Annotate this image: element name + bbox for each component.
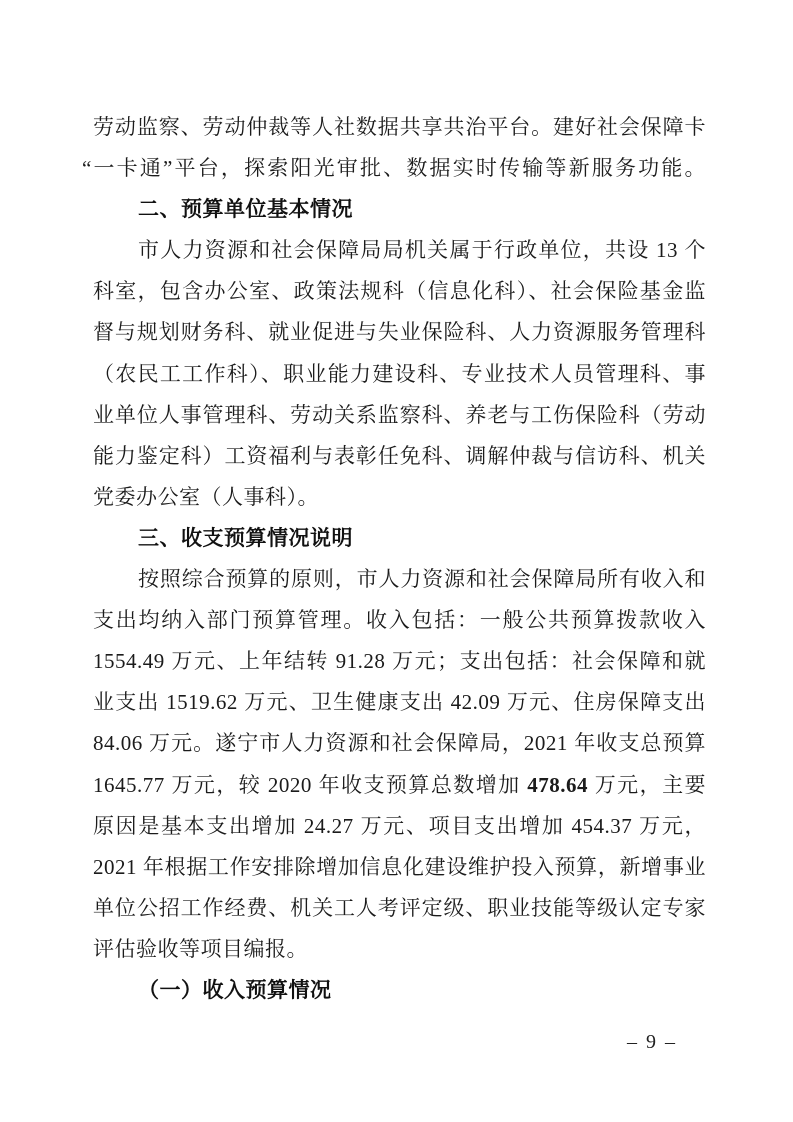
- highlighted-amount: 478.64: [527, 772, 589, 797]
- body-line: （农民工工作科）、职业能力建设科、专业技术人员管理科、事: [93, 361, 706, 386]
- body-line: 业单位人事管理科、劳动关系监察科、养老与工伤保险科（劳动: [93, 402, 706, 427]
- section-heading-3: 三、收支预算情况说明: [138, 526, 353, 550]
- body-line: 支出均纳入部门预算管理。收入包括：一般公共预算拨款收入: [93, 608, 706, 633]
- body-line: “一卡通”平台，探索阳光审批、数据实时传输等新服务功能。: [82, 156, 706, 181]
- subsection-heading-1: （一）收入预算情况: [138, 978, 332, 1002]
- body-line: 按照综合预算的原则，市人力资源和社会保障局所有收入和: [138, 567, 706, 592]
- body-line: 2021 年根据工作安排除增加信息化建设维护投入预算，新增事业: [93, 854, 706, 879]
- body-line: 督与规划财务科、就业促进与失业保险科、人力资源服务管理科: [93, 320, 706, 345]
- body-line: 党委办公室（人事科）。: [93, 484, 319, 509]
- section-heading-2: 二、预算单位基本情况: [138, 198, 353, 222]
- body-line: [93, 765, 706, 806]
- body-line: 原因是基本支出增加 24.27 万元、项目支出增加 454.37 万元，: [93, 813, 706, 838]
- body-line: 评估验收等项目编报。: [93, 936, 308, 961]
- body-line: 科室，包含办公室、政策法规科（信息化科）、社会保险基金监: [93, 279, 706, 304]
- body-line: 劳动监察、劳动仲裁等人社数据共享共治平台。建好社会保障卡: [93, 115, 706, 139]
- body-line: 市人力资源和社会保障局局机关属于行政单位，共设 13 个: [138, 238, 706, 263]
- body-line-segment: 1645.77 万元，较 2020 年收支预算总数增加: [93, 772, 528, 797]
- document-body: [82, 107, 707, 1011]
- body-line: 能力鉴定科）工资福利与表彰任免科、调解仲裁与信访科、机关: [93, 443, 706, 468]
- body-line-segment: 万元，主要: [588, 772, 707, 797]
- body-line: 1554.49 万元、上年结转 91.28 万元；支出包括：社会保障和就: [93, 649, 706, 674]
- page-number: – 9 –: [627, 1031, 677, 1053]
- body-line: 84.06 万元。遂宁市人力资源和社会保障局，2021 年收支总预算: [93, 731, 706, 756]
- body-line: 单位公招工作经费、机关工人考评定级、职业技能等级认定专家: [93, 895, 706, 920]
- body-line: 业支出 1519.62 万元、卫生健康支出 42.09 万元、住房保障支出: [93, 690, 706, 715]
